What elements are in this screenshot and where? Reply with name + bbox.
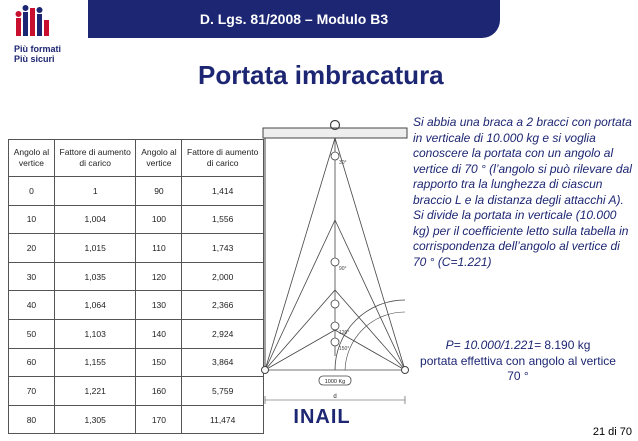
table-cell: 110 [136,234,182,263]
logo-line1: Più formati [14,44,62,54]
header-band [88,0,500,38]
slide-title: Portata imbracatura [198,60,444,90]
formula [413,338,623,385]
formula-line-1 [413,338,623,354]
table-cell: 50 [9,319,55,348]
table-cell: 40 [9,291,55,320]
table-cell: 1,221 [54,377,136,406]
header-angle-1: Angolo al vertice [9,140,55,177]
table-cell: 1,103 [54,319,136,348]
table-cell: 2,000 [182,262,264,291]
table-cell: 1,035 [54,262,136,291]
table-row [9,177,264,206]
table-cell: 100 [136,205,182,234]
table-cell: 1 [54,177,136,206]
table-cell: 170 [136,405,182,434]
table-row [9,348,264,377]
distance-label: d [333,394,337,400]
table-cell: 160 [136,377,182,406]
inail-logo-text: INAIL [293,406,351,428]
header-factor-2: Fattore di aumento di carico [182,140,264,177]
header-angle-2: Angolo al vertice [136,140,182,177]
table-row [9,262,264,291]
table-cell: 150 [136,348,182,377]
logo-line2: Più sicuri [14,54,55,64]
table-row [9,377,264,406]
inail-logo [282,403,362,429]
table-cell: 10 [9,205,55,234]
table-cell: 3,864 [182,348,264,377]
table-cell: 70 [9,377,55,406]
table-cell: 60 [9,348,55,377]
table-cell: 1,743 [182,234,264,263]
table-row [9,234,264,263]
logo-text [14,44,61,64]
table-cell: 2,924 [182,319,264,348]
angle-label: 120° [339,330,350,336]
table-cell: 20 [9,234,55,263]
angle-label: 150° [339,346,350,352]
load-label: 1000 Kg [324,379,346,385]
table-cell: 1,305 [54,405,136,434]
formula-line-2: portata effettiva con angolo al vertice 70 ° [420,353,616,383]
table-cell: 1,414 [182,177,264,206]
table-cell: 140 [136,319,182,348]
logo [6,4,86,66]
table-cell: 1,015 [54,234,136,263]
logo-figures-icon [6,4,86,44]
table-cell: 1,155 [54,348,136,377]
table-cell: 130 [136,291,182,320]
table-row [9,319,264,348]
table-cell: 1,556 [182,205,264,234]
angle-label: 30° [339,160,347,166]
table-row [9,405,264,434]
table-cell: 2,366 [182,291,264,320]
table-cell: 30 [9,262,55,291]
description-paragraph-2: Si divide la portata in verticale (10.000 kg) per il coefficiente letto sulla tabella in corrispondenza dell’angolo al vertice di 70 ° (C=1.221) [413,208,629,269]
table-cell: 80 [9,405,55,434]
table-cell: 11,474 [182,405,264,434]
table-cell: 0 [9,177,55,206]
header-factor-1: Fattore di aumento di carico [54,140,136,177]
table-cell: 120 [136,262,182,291]
header-title: D. Lgs. 81/2008 – Modulo B3 [199,11,389,27]
table-header-row [9,140,264,177]
table-cell: 1,004 [54,205,136,234]
table-row [9,291,264,320]
description-paragraph-1: Si abbia una braca a 2 bracci con portata in verticale di 10.000 kg e si voglia conoscere la portata con un angolo al vertice di 70 ° (l’angolo si può rilevare dal rapporto tra la lunghezza di ciascun braccio L e la distanza degli attacchi A). [413,115,632,207]
formula-expression: P= 10.000/1.221= [445,338,542,352]
description [413,115,635,270]
table-cell: 90 [136,177,182,206]
angle-label: 90° [339,266,347,272]
formula-result: 8.190 kg [541,338,591,352]
angle-factor-table [8,139,264,434]
sling-diagram [255,120,415,410]
table-row [9,205,264,234]
table-cell: 5,759 [182,377,264,406]
left-attach-point [262,367,269,374]
right-attach-point [402,367,409,374]
page-number: 21 di 70 [592,426,632,438]
table-cell: 1,064 [54,291,136,320]
